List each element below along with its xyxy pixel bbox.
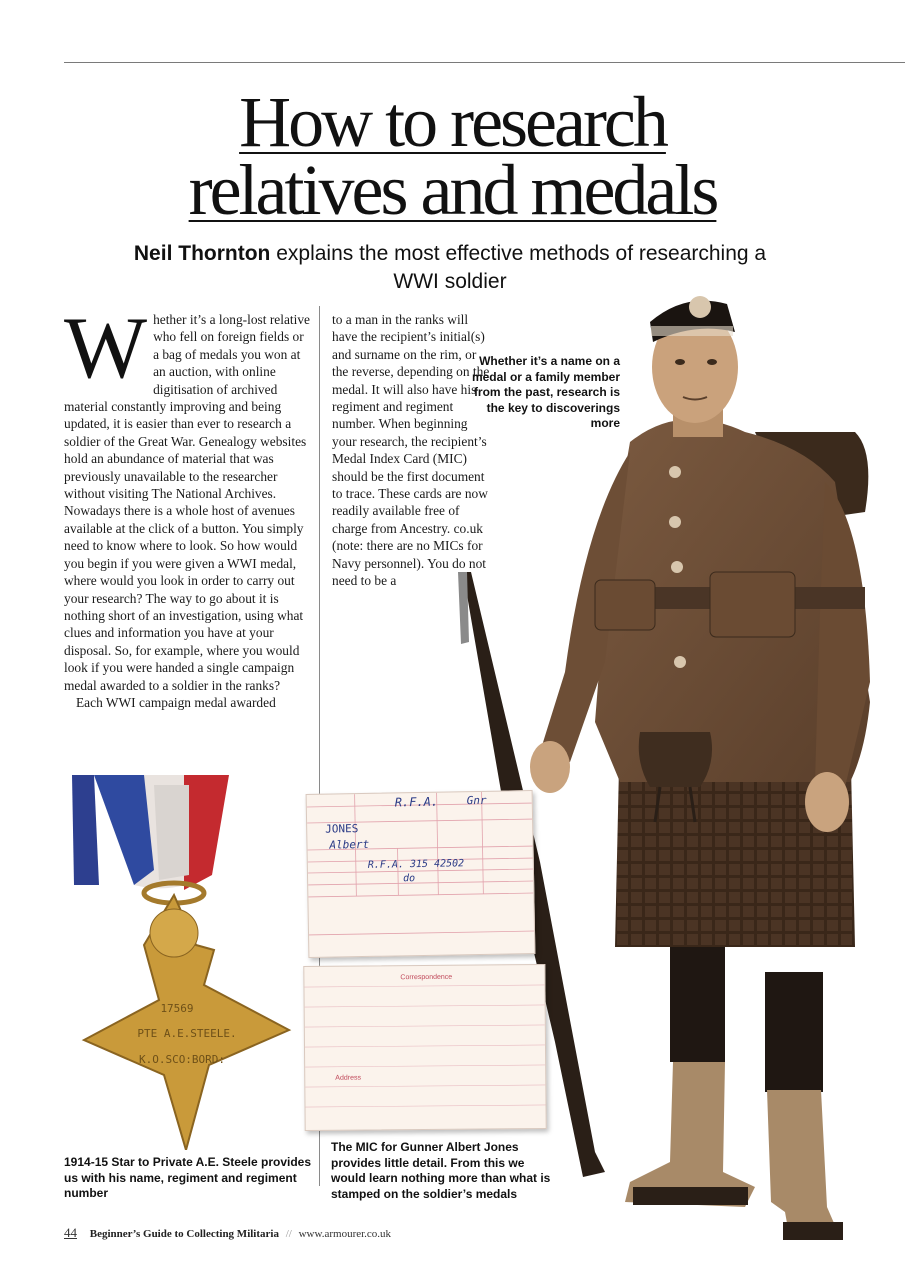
sporran	[639, 732, 712, 787]
title-line-2: relatives and medals	[188, 150, 717, 230]
right-hose	[765, 972, 823, 1092]
mic-caption: The MIC for Gunner Albert Jones provides little detail. From this we would learn nothing more than what is stamped on the soldier’s medals	[331, 1140, 551, 1201]
body-paragraph-1: hether it’s a long-lost relative who fell on foreign fields or a bag of medals you won at an auction, with online digitisation of archived material constantly improving and being updated, it is easier than ever to research a soldier of the Great War. Genealogy websites hold an abundance of material that was previously unavailable to the researcher without visiting The National Archives. Nowadays there is a whole host of avenues available at the click of a button. You simply need to know where to look. So how would you begin if you were given a WWI medal, where would you look in order to carry out your research? The way to go about it is nothing short of an investigation, using what clues and information you have at your disposal. So, for example, where you would look if you were handed a single campaign medal awarded to a soldier in the ranks?	[64, 312, 310, 693]
mic-rank: R.F.A.	[394, 794, 439, 810]
title-line-1: How to research	[239, 82, 666, 162]
page-footer	[64, 1226, 564, 1241]
left-spat	[625, 1062, 755, 1207]
body-column-1	[64, 300, 310, 711]
soldier-caption: Whether it’s a name on a medal or a family member from the past, research is the key to discoverings more	[471, 354, 620, 430]
mic-surname: JONES	[325, 822, 359, 836]
author-name: Neil Thornton	[133, 242, 271, 265]
medal-number: 17569	[160, 1002, 194, 1015]
footer-separator: //	[285, 1228, 292, 1240]
mic-address-label: Address	[335, 1074, 361, 1082]
mic-number-note: R.F.A. 315 42502	[367, 858, 465, 871]
mic-card-front	[306, 790, 536, 958]
drop-cap: W	[64, 300, 148, 397]
medal-caption: 1914-15 Star to Private A.E. Steele provides us with his name, regiment and regiment number	[64, 1155, 312, 1200]
medal-photo	[64, 775, 304, 1150]
mic-card-back	[303, 964, 546, 1131]
publication-name: Beginner’s Guide to Collecting Militaria	[89, 1228, 279, 1240]
top-rule	[64, 62, 905, 63]
medal-name: PTE A.E.STEELE.	[137, 1027, 237, 1040]
body-paragraph-2: Each WWI campaign medal awarded	[76, 694, 276, 710]
right-spat	[767, 1090, 840, 1240]
body-paragraph-3: to a man in the ranks will have the recipient’s initial(s) and surname on the rim, or the reverse, depending on the medal. It will also have his regiment and regiment number. When beginning your research, the recipient’s Medal Index Card (MIC) should be the first document to trace. These cards are now readily available free of charge from Ancestry. co.uk (note: there are no MICs for Navy personnel). You do not need to be a	[332, 312, 490, 589]
body-column-2	[332, 311, 492, 590]
mic-correspondence-heading: Correspondence	[400, 973, 453, 982]
cap-badge	[689, 296, 711, 318]
footer-url[interactable]: www.armourer.co.uk	[298, 1228, 392, 1240]
mic-regt: Gnr	[466, 793, 487, 808]
page-title	[60, 82, 845, 230]
page-number: 44	[64, 1225, 77, 1240]
medal-unit: K.O.SCO:BORD:	[138, 1053, 226, 1066]
standfirst-text: explains the most effective methods of researching a WWI soldier	[276, 242, 767, 293]
mic-ditto: do	[402, 873, 416, 885]
mic-forename: Albert	[329, 837, 370, 852]
left-hose	[670, 942, 725, 1062]
